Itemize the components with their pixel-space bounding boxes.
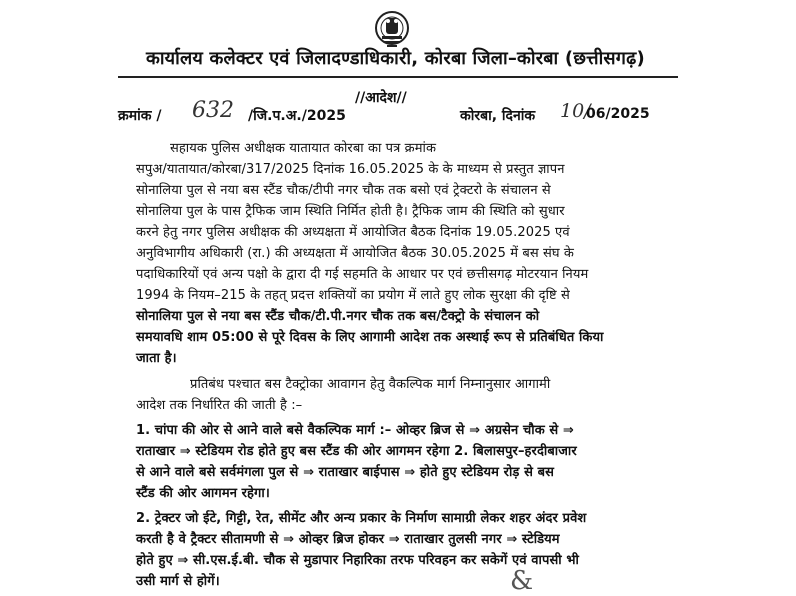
date-label: कोरबा, दिनांक	[460, 108, 536, 124]
route-line: स्टैंड की ओर आगमन रहेगा।	[136, 486, 270, 501]
route-line: होते हुए ⇒ सी.एस.ई.बी. चौक से मुडापार निहारिका तरफ परिवहन कर सकेगें एवं वापसी भी	[136, 553, 579, 568]
header-divider	[118, 76, 678, 78]
ref-label: क्रमांक /	[118, 108, 162, 124]
route-line: से आने वाले बसे सर्वमंगला पुल से ⇒ राताखार बाईपास ⇒ होते हुए स्टेडियम रोड़ से बस	[136, 465, 555, 480]
date-day: 10/	[560, 100, 591, 122]
state-emblem-icon	[374, 10, 410, 50]
route-line: राताखार ⇒ स्टेडियम रोड होते हुए बस स्टैंड की ओर आगमन रहेगा 2. बिलासपुर–हरदीबाजार	[136, 444, 577, 459]
body-line: 1994 के नियम–215 के तहत् प्रदत्त शक्तियों का प्रयोग में लाते हुए लोक सुरक्षा की दृष्टि से	[136, 288, 570, 303]
ref-number: 632	[192, 98, 234, 123]
body-line: सपुअ/यातायात/कोरबा/317/2025 दिनांक 16.05.2025 के के माध्यम से प्रस्तुत ज्ञापन	[136, 162, 565, 177]
date-rest: 06/2025	[586, 106, 650, 122]
route-line: करती है वे ट्रैक्टर सीतामणी से ⇒ ओव्हर ब्रिज होकर ⇒ राताखार तुलसी नगर ⇒ स्टेडियम	[136, 532, 560, 547]
body-line: सहायक पुलिस अधीक्षक यातायात कोरबा का पत्र क्रमांक	[170, 141, 437, 156]
signature-mark: &	[510, 566, 534, 596]
body-line: प्रतिबंध पश्चात बस टैक्ट्रोका आवागन हेतु वैकल्पिक मार्ग निम्नानुसार आगामी	[190, 377, 551, 392]
body-line-bold: समयावधि शाम 05:00 से पूरे दिवस के लिए आगामी आदेश तक अस्थाई रूप से प्रतिबंधित किया	[136, 330, 604, 345]
body-line-bold: जाता है।	[136, 351, 177, 366]
ref-suffix: /जि.प.अ./2025	[248, 108, 346, 124]
body-line: पदाधिकारियों एवं अन्य पक्षो के द्वारा दी गई सहमति के आधार पर एवं छत्तीसगढ़ मोटरयान नियम	[136, 267, 589, 282]
office-title: कार्यालय कलेक्टर एवं जिलादण्डाधिकारी, कोरबा जिला–कोरबा (छत्तीसगढ़)	[146, 48, 645, 69]
route-line: 1. चांपा की ओर से आने वाले बसे वैकल्पिक मार्ग :– ओव्हर ब्रिज से ⇒ अग्रसेन चौक से ⇒	[136, 423, 574, 438]
body-line: सोनालिया पुल से नया बस स्टैंड चौक/टीपी नगर चौक तक बसो एवं ट्रेक्टरो के संचालन से	[136, 183, 551, 198]
body-line: आदेश तक निर्धारित की जाती है :–	[136, 398, 303, 413]
order-title: //आदेश//	[355, 90, 407, 106]
body-line: सोनालिया पुल के पास ट्रैफिक जाम स्थिति निर्मित होती है। ट्रैफिक जाम की स्थिति को सुधार	[136, 204, 565, 219]
body-line: अनुविभागीय अधिकारी (रा.) की अध्यक्षता में आयोजित बैठक 30.05.2025 में बस संघ के	[136, 246, 574, 261]
route-line: उसी मार्ग से होगें।	[136, 574, 220, 589]
body-line: करने हेतु नगर पुलिस अधीक्षक की अध्यक्षता में आयोजित बैठक दिनांक 19.05.2025 एवं	[136, 225, 570, 240]
route-line: 2. ट्रेक्टर जो ईटे, गिट्टी, रेत, सीमेंट और अन्य प्रकार के निर्माण सामाग्री लेकर शहर अंदर प्रवेश	[136, 511, 587, 526]
body-line-bold: सोनालिया पुल से नया बस स्टैंड चौक/टी.पी.नगर चौक तक बस/टैक्ट्रो के संचालन को	[136, 309, 540, 324]
